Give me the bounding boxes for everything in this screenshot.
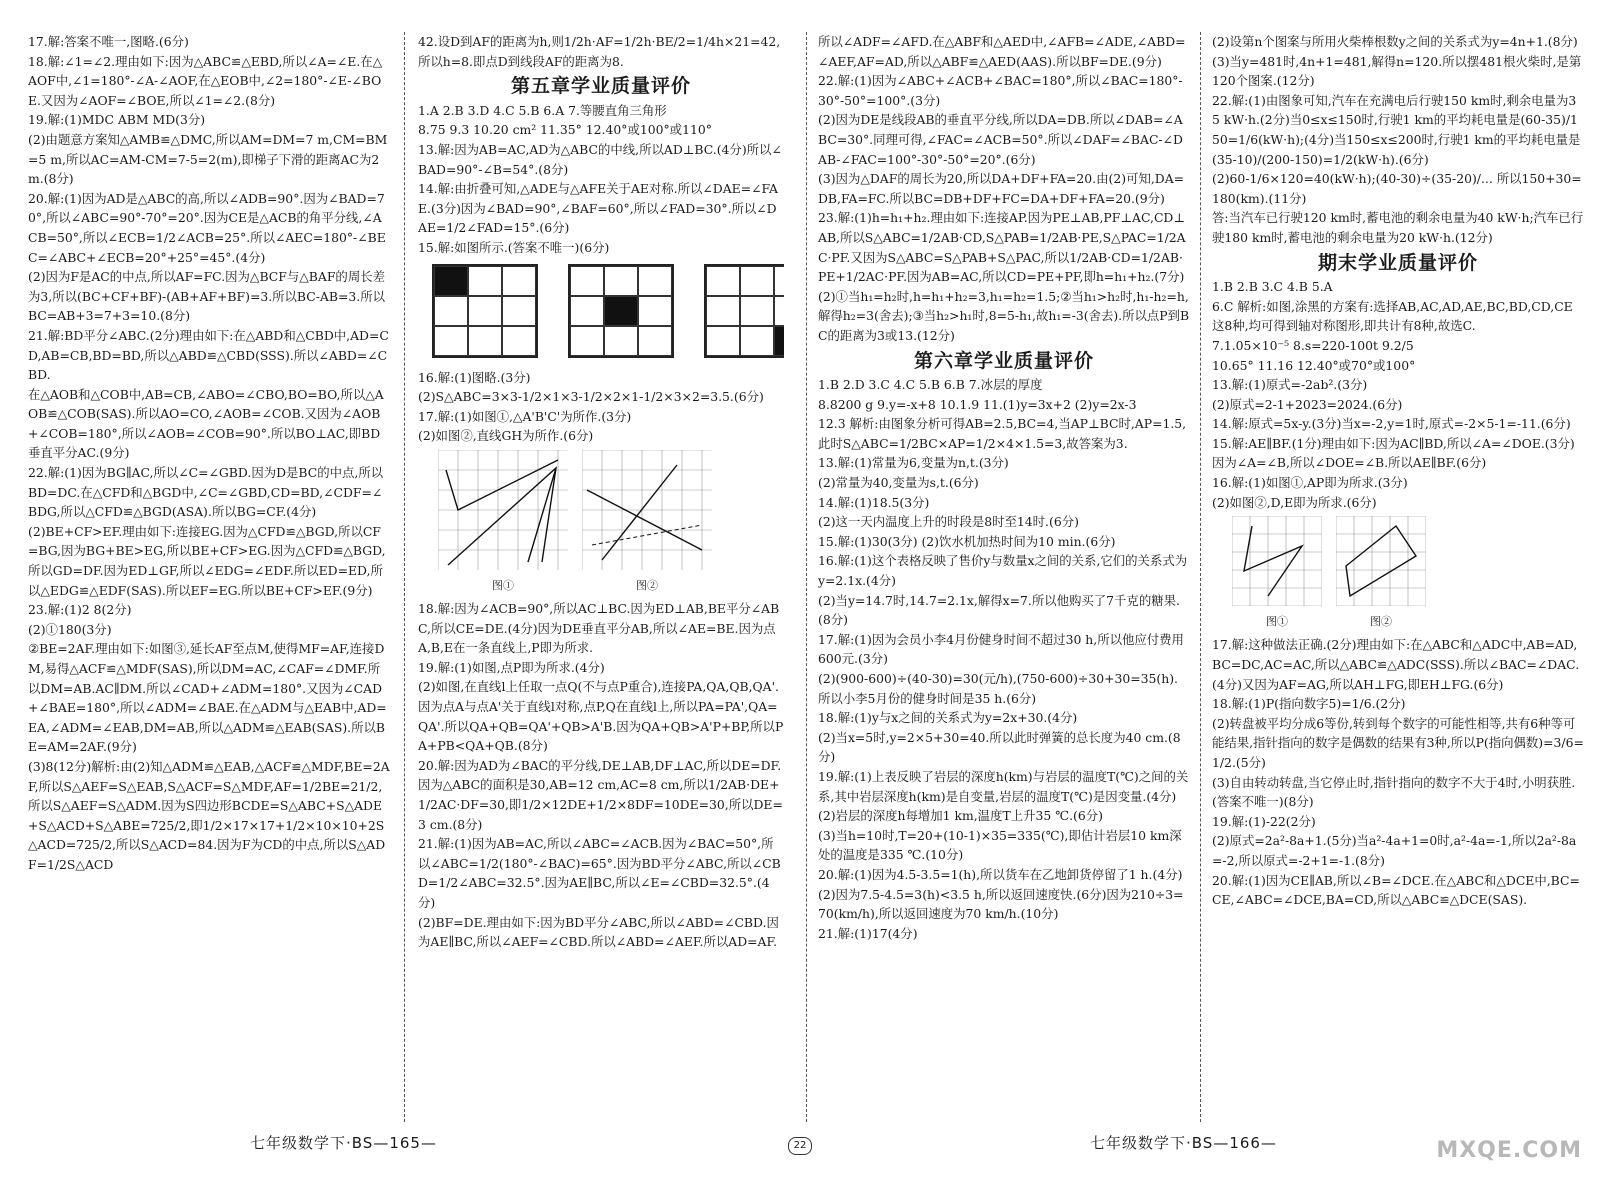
column-divider <box>404 32 405 1122</box>
answer-paragraph: (2)原式=2-1+2023=2024.(6分) <box>1212 396 1403 412</box>
watermark: MXQE.COM <box>1436 1138 1582 1163</box>
right-column-1 <box>818 32 1190 1112</box>
answer-paragraph: (2)当y=14.7时,14.7=2.1x,解得x=7.所以他购买了7千克的糖果.(8分) <box>818 592 1180 628</box>
answer-paragraph: (2)60-1/6×120=40(kW·h);(40-30)÷(35-20)/... 所以150+30=180(km).(11分) <box>1212 171 1582 206</box>
answer-paragraph: 17.解:(1)因为会员小李4月份健身时间不超过30 h,所以他应付费用600元.(3分) <box>818 631 1184 667</box>
answer-paragraph: 所以∠ADF=∠AFD.在△ABF和△AED中,∠AFB=∠ADE,∠ABD=∠AEF,AF=AD,所以△ABF≌△AED(AAS).所以BF=DE.(9分) <box>818 34 1186 69</box>
answer-paragraph: 22.解:(1)由图象可知,汽车在充满电后行驶150 km时,剩余电量为35 kW·h.(2分)当0≤x≤150时,行驶1 km的平均耗电量是(60-35)/150=1/6(kW·h);(4分)当150≤x≤200时,行驶1 km的平均耗电量是(35-10)/(200-150)=1/2(kW·h).(6分) <box>1212 92 1581 167</box>
answer-paragraph: 14.解:原式=5x-y.(3分)当x=-2,y=1时,原式=-2×5-1=-11.(6分) <box>1212 416 1571 432</box>
answer-paragraph: 16.解:(1)这个表格反映了售价y与数量x之间的关系,它们的关系式为y=2.1x.(4分) <box>818 553 1188 589</box>
answer-paragraph: 20.解:(1)因为CE∥AB,所以∠B=∠DCE.在△ABC和△DCE中,BC=CE,∠ABC=∠DCE,BA=CD,所以△ABC≌△DCE(SAS). <box>1212 872 1580 908</box>
answer-paragraph: 23.解:(1)h=h₁+h₂.理由如下:连接AP.因为PE⊥AB,PF⊥AC,CD⊥AB,所以S△ABC=1/2AB·CD,S△PAB=1/2AB·PE,S△PAC=1/2AC·PF.又因为S△ABC=S△PAB+S△PAC,所以1/2AB·CD=1/2AB·PE+1/2AC·PF.因为AB=AC,所以CD=PE+PF,即h=h₁+h₂.(7分) <box>818 210 1186 285</box>
left-column-2 <box>418 32 784 1112</box>
answer-paragraph: 8.75 9.3 10.20 cm² 11.35° 12.40°或100°或110° <box>418 122 712 138</box>
q15-grid-figures <box>432 264 784 358</box>
answer-paragraph: 7.1.05×10⁻⁵ 8.s=220-100t 9.2/5 <box>1212 337 1414 353</box>
answer-paragraph: (2)S△ABC=3×3-1/2×1×3-1/2×2×1-1/2×3×2=3.5.(6分) <box>418 389 764 405</box>
answer-paragraph: (2)常量为40,变量为s,t.(6分) <box>818 475 979 491</box>
answer-paragraph: 20.解:(1)因为4.5-3.5=1(h),所以货车在乙地卸货停留了1 h.(4分) <box>818 866 1183 882</box>
answer-paragraph: 18.解:(1)P(指向数字5)=1/6.(2分) <box>1212 696 1406 712</box>
answer-paragraph: 22.解:(1)因为∠ABC+∠ACB+∠BAC=180°,所以∠BAC=180°-30°-50°=100°.(3分) <box>818 73 1183 108</box>
answer-paragraph: (2)原式=2a²-8a+1.(5分)当a²-4a+1=0时,a²-4a=-1,所以2a²-8a=-2,所以原式=-2+1=-1.(8分) <box>1212 833 1577 868</box>
answer-paragraph: 1.B 2.D 3.C 4.C 5.B 6.B 7.冰层的厚度 <box>818 377 1043 393</box>
answer-paragraph: (3)因为△DAF的周长为20,所以DA+DF+FA=20.由(2)可知,DA=DB,FA=FC.所以BC=DB+DF+FC=DA+DF+FA=20.(9分) <box>818 171 1185 206</box>
answer-paragraph: 15.解:(1)30(3分) (2)饮水机加热时间为10 min.(6分) <box>818 533 1116 549</box>
answer-paragraph: 19.解:(1)如图,点P即为所求.(4分) <box>418 659 605 675</box>
answer-paragraph: 18.解:因为∠ACB=90°,所以AC⊥BC.因为ED⊥AB,BE平分∠ABC,所以CE=DE.(4分)因为DE垂直平分AB,所以∠AE=BE.因为点A,B,E在一条直线上,P即为所求. <box>418 601 780 656</box>
answer-paragraph: 13.解:(1)原式=-2ab².(3分) <box>1212 377 1368 393</box>
answer-paragraph: 1.A 2.B 3.D 4.C 5.B 6.A 7.等腰直角三角形 <box>418 102 667 118</box>
answer-paragraph: 22.解:(1)因为BG∥AC,所以∠C=∠GBD.因为D是BC的中点,所以BD=DC.在△CFD和△BGD中,∠C=∠GBD,CD=BD,∠CDF=∠BDG,所以△CFD≌△BGD(ASA).所以BG=CF.(4分) <box>28 465 384 520</box>
answer-paragraph: (3)当y=481时,4n+1=481,解得n=120.所以摆481根火柴时,是第120个图案.(12分) <box>1212 53 1582 89</box>
figure-2-grid <box>582 450 712 570</box>
answer-paragraph: (2)转盘被平均分成6等份,转到每个数字的可能性相等,共有6种等可能结果,指针指向的数字是偶数的结果有3种,所以P(指向偶数)=3/6=1/2.(5分) <box>1212 715 1584 770</box>
answer-paragraph: (2)由题意方案知△AMB≌△DMC,所以AM=DM=7 m,CM=BM=5 m,所以AC=AM-CM=7-5=2(m),即梯子下滑的距离AC为2 m.(8分) <box>28 131 388 187</box>
answer-paragraph: 19.解:(1)-22(2分) <box>1212 813 1316 829</box>
answer-paragraph: (2)因为7.5-4.5=3(h)<3.5 h,所以返回速度快.(6分)因为210÷3=70(km/h),所以返回速度为70 km/h.(10分) <box>818 886 1184 922</box>
chapter5-heading: 第五章学业质量评价 <box>510 75 691 98</box>
answer-paragraph: 20.解:(1)因为AD是△ABC的高,所以∠ADB=90°.因为∠BAD=70°,所以∠ABC=90°-70°=20°.因为CE是△ACB的角平分线,∠ACB=50°,所以∠ECB=1/2∠ACB=25°.所以∠AEC=180°-∠BEC=∠ABC+∠ECB=20°+25°=45°.(4分) <box>28 190 386 265</box>
final-figure-2-caption: 图② <box>1370 614 1392 628</box>
answer-paragraph: 21.解:(1)17(4分) <box>818 925 918 941</box>
answer-paragraph: 16.解:(1)图略.(3分) <box>418 369 531 385</box>
answer-paragraph: 1.B 2.B 3.C 4.B 5.A <box>1212 279 1333 295</box>
left-column-1 <box>28 32 390 1112</box>
answer-paragraph: (2)如图,在直线l上任取一点Q(不与点P重合),连接PA,QA,QB,QA'.因为点A与点A'关于直线l对称,点P,Q在直线l上,所以PA=PA',QA=QA'.所以QA+QB=QA'+QB>A'B.因为QA+QB>A'P+BP,所以PA+PB<QA+QB.(8分) <box>418 679 784 754</box>
final-exam-heading: 期末学业质量评价 <box>1317 251 1478 274</box>
answer-paragraph: 23.解:(1)2 8(2分) <box>28 602 132 618</box>
answer-paragraph: 18.解:(1)y与x之间的关系式为y=2x+30.(4分) <box>818 710 1078 726</box>
answer-paragraph: (3)自由转动转盘,当它停止时,指针指向的数字不大于4时,小明获胜.(答案不唯一)(8分) <box>1212 774 1576 810</box>
answer-paragraph: (2)这一天内温度上升的时段是8时至14时.(6分) <box>818 514 1079 530</box>
grid-figure-3 <box>704 264 784 358</box>
answer-paragraph: 21.解:(1)因为AB=AC,所以∠ABC=∠ACB.因为∠BAC=50°,所以∠ABC=1/2(180°-∠BAC)=65°.因为BD平分∠ABC,所以∠CBD=1/2∠ABC=32.5°.因为AE∥BC,所以∠E=∠CBD=32.5°.(4分) <box>418 836 781 910</box>
grid-figure-2 <box>568 264 674 358</box>
answer-paragraph: 14.解:由折叠可知,△ADE与△AFE关于AE对称.所以∠DAE=∠FAE.(3分)因为∠BAD=90°,∠BAF=60°,所以∠FAD=30°.所以∠DAE=1/2∠FAD=15°.(6分) <box>418 181 778 236</box>
final-figure-1-caption: 图① <box>1266 614 1288 628</box>
answer-paragraph: (2)设第n个图案与所用火柴棒根数y之间的关系式为y=4n+1.(8分) <box>1212 34 1578 49</box>
answer-paragraph: (2)BF=DE.理由如下:因为BD平分∠ABC,所以∠ABD=∠CBD.因为AE∥BC,所以∠AEF=∠CBD.所以∠ABD=∠AEF.所以AD=AF. <box>418 914 779 950</box>
answer-paragraph: 8.8200 g 9.y=-x+8 10.1.9 11.(1)y=3x+2 (2)y=2x-3 <box>818 396 1137 412</box>
answer-paragraph: 10.65° 11.16 12.40°或70°或100° <box>1212 357 1416 373</box>
answer-paragraph: (2)(900-600)÷(40-30)=30(元/h),(750-600)÷30+30=35(h).所以小李5月份的健身时间是35 h.(6分) <box>818 671 1178 706</box>
grid-figure-1 <box>432 264 538 358</box>
answer-paragraph: 17.解:(1)如图①,△A'B'C'为所作.(3分) <box>418 408 632 424</box>
answer-paragraph: (3)当h=10时,T=20+(10-1)×35=335(℃),即估计岩层10 km深处的温度是335 ℃.(10分) <box>818 827 1182 863</box>
answer-paragraph: (2)①180(3分) <box>28 621 112 637</box>
figure-1-grid <box>438 450 568 570</box>
column-divider <box>1200 32 1201 1122</box>
final-figure-1 <box>1232 516 1322 606</box>
answer-paragraph: 13.解:因为AB=AC,AD为△ABC的中线,所以AD⊥BC.(4分)所以∠BAD=90°-∠B=54°.(8分) <box>418 141 782 177</box>
right-column-2 <box>1212 32 1584 1112</box>
answer-paragraph: (2)因为F是AC的中点,所以AF=FC.因为△BCF与△BAF的周长差为3,所以(BC+CF+BF)-(AB+AF+BF)=3.所以BC-AB=3.所以BC=AB+3=7+3=10.(8分) <box>28 269 385 324</box>
q17-figures <box>438 450 784 595</box>
answer-paragraph: ②BE=2AF.理由如下:如图③,延长AF至点M,使得MF=AF,连接DM,易得△ACF≌△MDF(SAS),所以DM=AC,∠CAF=∠DMF.所以DM=AB.AC∥DM.所以∠CAD+∠ADM=180°.又因为∠CAD+∠BAE=180°,所以∠ADM=∠BAE.在△ADM与△EAB中,AD=EA,∠ADM=∠EAB,DM=AB,所以△ADM≌△EAB(SAS).所以BE=AM=2AF.(9分) <box>28 641 387 755</box>
answer-paragraph: 14.解:(1)18.5(3分) <box>818 494 930 510</box>
answer-paragraph: 42.设D到AF的距离为h,则1/2h·AF=1/2h·BE/2=1/4h×21=42,所以h=8.即点D到线段AF的距离为8. <box>418 34 781 69</box>
answer-paragraph: (2)当x=5时,y=2×5+30=40.所以此时弹簧的总长度为40 cm.(8分) <box>818 729 1181 765</box>
left-page-footer: 七年级数学下·BS—165— <box>250 1134 437 1152</box>
answer-paragraph: 18.解:∠1=∠2.理由如下:因为△ABC≌△EBD,所以∠A=∠E.在△AOF中,∠1=180°-∠A-∠AOF,在△EOB中,∠2=180°-∠E-∠BOE.又因为∠AOF=∠BOE,所以∠1=∠2.(8分) <box>28 53 383 108</box>
answer-paragraph: 答:当汽车已行驶120 km时,蓄电池的剩余电量为40 kW·h;汽车已行驶180 km时,蓄电池的剩余电量为20 kW·h.(12分) <box>1212 210 1584 245</box>
answer-paragraph: (2)岩层的深度h每增加1 km,温度T上升35 ℃.(6分) <box>818 808 1103 824</box>
answer-paragraph: 6.C 解析:如图,涂黑的方案有:选择AB,AC,AD,AE,BC,BD,CD,CE这8种,均可得到轴对称图形,即共计有8种,故选C. <box>1212 298 1573 334</box>
answer-paragraph: 20.解:因为AD为∠BAC的平分线,DE⊥AB,DF⊥AC,所以DE=DF.因为△ABC的面积是30,AB=12 cm,AC=8 cm,所以1/2AB·DE+1/2AC·DF=30,即1/2×12DE+1/2×8DF=10DE=30,所以DE=3 cm.(8分) <box>418 757 783 832</box>
answer-paragraph: (2)如图②,直线GH为所作.(6分) <box>418 428 594 444</box>
answer-paragraph: (2)如图②,D,E即为所求.(6分) <box>1212 494 1377 510</box>
q16-figures <box>1232 516 1584 631</box>
answer-paragraph: 15.解:如图所示.(答案不唯一)(6分) <box>418 239 610 255</box>
answer-paragraph: 在△AOB和△COB中,AB=CB,∠ABO=∠CBO,BO=BO,所以△AOB≌△COB(SAS).所以AO=CO,∠AOB=∠COB.又因为∠AOB+∠COB=180°,所以∠AOB=∠COB=90°.所以BO⊥AC,即BD垂直平分AC.(9分) <box>28 386 384 461</box>
figure-1-caption: 图① <box>492 578 514 592</box>
answer-paragraph: 16.解:(1)如图①,AP即为所求.(3分) <box>1212 475 1408 491</box>
answer-paragraph: 13.解:(1)常量为6,变量为n,t.(3分) <box>818 455 1009 471</box>
answer-paragraph: 15.解:AE∥BF.(1分)理由如下:因为AC∥BD,所以∠A=∠DOE.(3分)因为∠A=∠B,所以∠DOE=∠B.所以AE∥BF.(6分) <box>1212 435 1575 471</box>
final-figure-2 <box>1336 516 1426 606</box>
answer-paragraph: (2)BE+CF>EF.理由如下:连接EG.因为△CFD≌△BGD,所以CF=BG,因为BG+BE>EG,所以BE+CF>EG.因为△CFD≌△BGD,所以GD=DF.因为ED⊥GF,所以∠EDG=∠EDF.所以ED=ED,所以△EDG≌△EDF(SAS).所以EF=EG.所以BE+CF>EF.(9分) <box>28 523 386 598</box>
answer-paragraph: (2)①当h₁=h₂时,h=h₁+h₂=3,h₁=h₂=1.5;②当h₁>h₂时,h₁-h₂=h,解得h₂=3(舍去);③当h₂>h₁时,8=5-h₁,故h₁=-3(舍去).所以点P到BC的距离为3或13.(12分) <box>818 288 1190 343</box>
figure-2-caption: 图② <box>636 578 658 592</box>
answer-paragraph: 19.解:(1)上表反映了岩层的深度h(km)与岩层的温度T(℃)之间的关系,其中岩层深度h(km)是自变量,岩层的温度T(℃)是因变量.(4分) <box>818 768 1189 804</box>
answer-paragraph: 12.3 解析:由图象分析可得AB=2.5,BC=4,当AP⊥BC时,AP=1.5,此时S△ABC=1/2BC×AP=1/2×4×1.5=3,故答案为3. <box>818 416 1187 451</box>
chapter6-heading: 第六章学业质量评价 <box>913 349 1094 372</box>
right-page-footer: 七年级数学下·BS—166— <box>1090 1134 1277 1152</box>
answer-paragraph: (3)8(12分)解析:由(2)知△ADM≌△EAB,△ACF≌△MDF,BE=2AF,所以S△AEF=S△EAB,S△ACF=S△MDF,AF=1/2BE=21/2,所以S△AEF=S△ADM.因为S四边形BCDE=S△ABC+S△ADE+S△ACD+S△ABE=725/2,即1/2×17×17+1/2×10×10+2S△ACD=725/2,所以S△ACD=84.因为F为CD的中点,所以S△ADF=1/2S△ACD <box>28 758 390 872</box>
answer-paragraph: 17.解:答案不唯一,图略.(6分) <box>28 34 189 49</box>
right-page <box>800 0 1600 1181</box>
center-page-mark: 22 <box>788 1137 812 1155</box>
answer-paragraph: 19.解:(1)MDC ABM MD(3分) <box>28 112 206 128</box>
answer-paragraph: 21.解:BD平分∠ABC.(2分)理由如下:在△ABD和△CBD中,AD=CD,AB=CB,BD=BD,所以△ABD≌△CBD(SSS).所以∠ABD=∠CBD. <box>28 327 389 383</box>
answer-paragraph: 17.解:这种做法正确.(2分)理由如下:在△ABC和△ADC中,AB=AD,BC=DC,AC=AC,所以△ABC≌△ADC(SSS).所以∠BAC=∠DAC.(4分)又因为AF=AG,所以AH⊥FG,即EH⊥FG.(6分) <box>1212 637 1580 692</box>
answer-paragraph: (2)因为DE是线段AB的垂直平分线,所以DA=DB.所以∠DAB=∠ABC=30°.同理可得,∠FAC=∠ACB=50°.所以∠DAF=∠BAC-∠DAB-∠FAC=100°-30°-50°=20°.(6分) <box>818 112 1183 167</box>
